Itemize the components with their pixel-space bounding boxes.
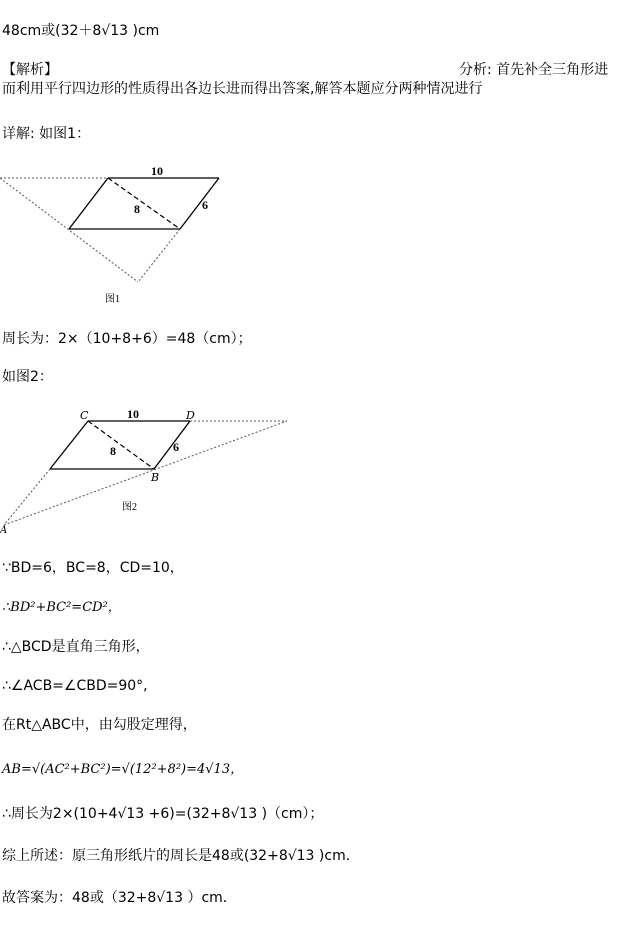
in-rt-line: 在Rt△ABC中，由勾股定理得， (2, 717, 197, 733)
fig2-label-8: 8 (110, 444, 116, 458)
right-triangle-line: ∴△BCD是直角三角形， (2, 639, 150, 655)
fig2-diagonal (88, 421, 154, 469)
summary-line: 综上所述：原三角形纸片的周长是48或(32+8√13 )cm． (2, 848, 360, 864)
fig1-label-8: 8 (134, 202, 140, 216)
fig2-heading: 如图2： (2, 369, 53, 385)
fig1-parallelogram-left (69, 178, 108, 229)
analysis-head-text: 首先补全三角形进 (496, 62, 609, 78)
fig2-caption: 图2 (122, 502, 137, 513)
pythagoras-line: ∴BD²+BC²=CD²， (2, 600, 121, 615)
figure-2 (0, 404, 295, 534)
fig2-label-6: 6 (173, 440, 179, 454)
fig2-point-b: B (151, 471, 160, 484)
fig1-dotted-right (138, 229, 180, 282)
analysis-label: 分析: (459, 62, 492, 78)
fig2-point-c: C (80, 409, 89, 422)
detail-heading: 详解: 如图1： (2, 126, 91, 142)
fig1-label-10: 10 (151, 164, 163, 178)
fig1-dotted-left (0, 178, 138, 282)
perimeter-1: 周长为：2×（10+8+6）=48（cm）； (2, 331, 252, 347)
fig1-parallelogram-right (180, 178, 219, 229)
fig1-caption: 图1 (105, 294, 120, 305)
given-line: ∵BD=6，BC=8，CD=10， (2, 560, 184, 576)
fig2-parallelogram-right (154, 421, 190, 469)
fig1-diagonal (108, 178, 180, 229)
fig2-point-d: D (186, 409, 195, 422)
angles-line: ∴∠ACB=∠CBD=90°, (2, 678, 148, 694)
fig2-label-10: 10 (127, 407, 139, 421)
perimeter-2: ∴周长为2×(10+4√13 +6)=(32+8√13 )（cm）； (2, 806, 324, 822)
figure-1 (0, 160, 240, 310)
analysis-body: 而利用平行四边形的性质得出各边长进而得出答案,解答本题应分两种情况进行 (2, 81, 483, 97)
analysis-head (459, 61, 608, 79)
fig2-parallelogram-left (50, 421, 88, 469)
answer-tag: 【解析】 (2, 62, 58, 78)
ab-calc-line: AB=√(AC²+BC²)=√(12²+8²)=4√13， (2, 762, 244, 777)
final-answer: 故答案为：48或（32+8√13 ）cm． (2, 890, 237, 906)
answer-line: 48cm或(32＋8√13 )cm (2, 23, 160, 39)
fig2-point-a: A (0, 525, 8, 534)
fig1-label-6: 6 (202, 198, 208, 212)
